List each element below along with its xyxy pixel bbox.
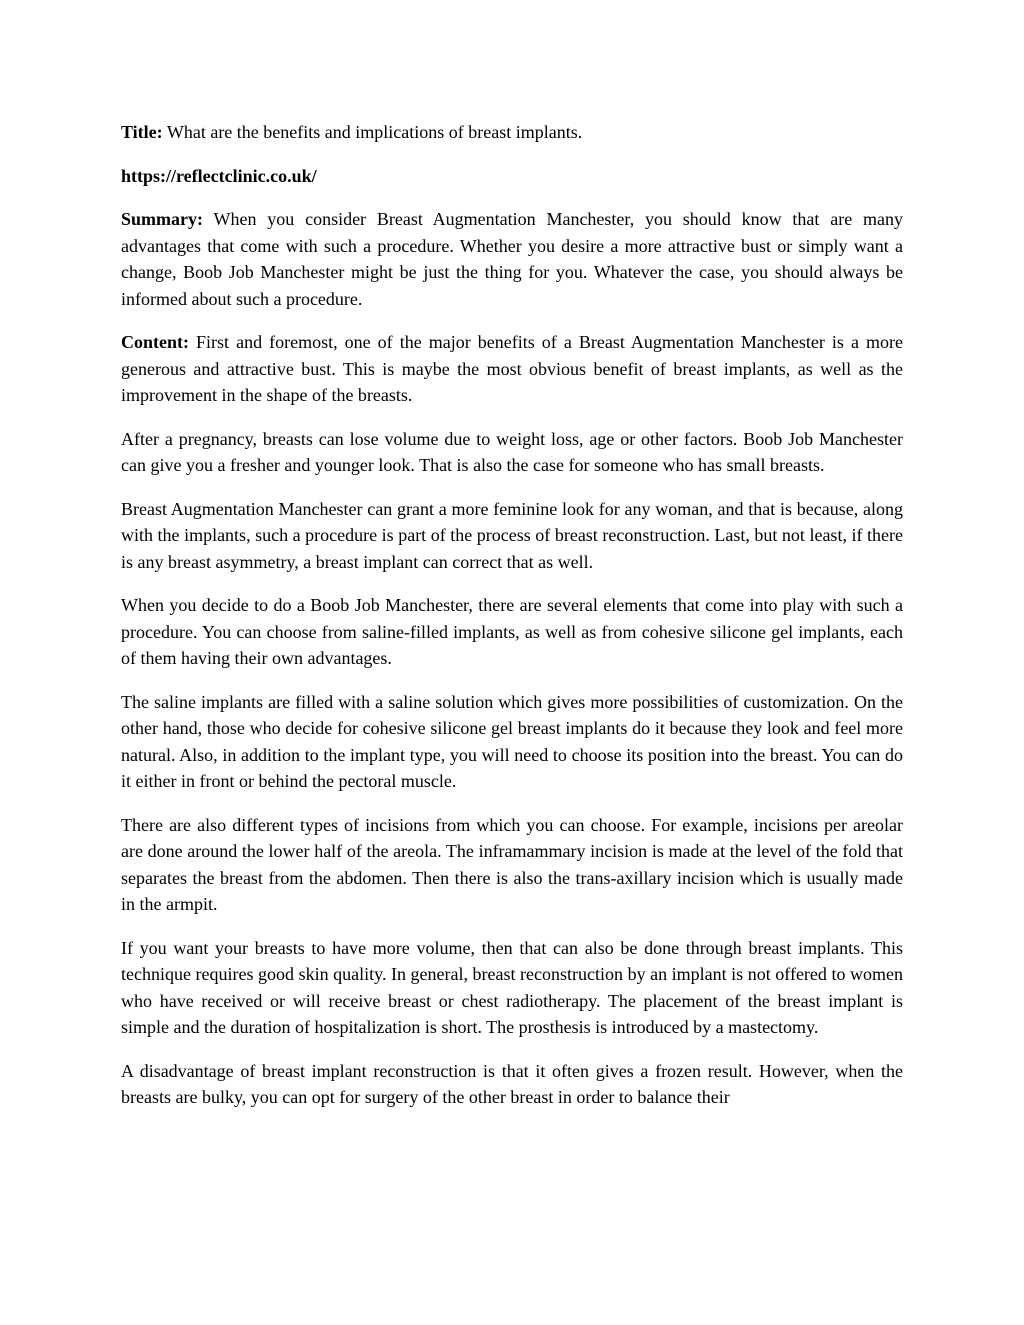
title-line [121,119,903,146]
body-paragraph-pregnancy: After a pregnancy, breasts can lose volume due to weight loss, age or other factors. Boob Job Manchester can give you a fresher and younger look. That is also the case for someone who has small breasts. [121,428,903,475]
body-paragraph-incisions: There are also different types of incisions from which you can choose. For example, incisions per areolar are done around the lower half of the areola. The inframammary incision is made at the level of the fold that separates the breast from the abdomen. Then there is also the trans-axillary incision which is usually made in the armpit. [121,814,903,914]
title-text: What are the benefits and implications of breast implants. [162,122,583,142]
body-paragraph-saline-implants: The saline implants are filled with a saline solution which gives more possibilities of customization. On the other hand, those who decide for cohesive silicone gel breast implants do it because they look and feel more natural. Also, in addition to the implant type, you will need to choose its position into the breast. You can do it either in front or behind the pectoral muscle. [121,691,903,791]
document-page [121,119,903,1179]
source-url: https://reflectclinic.co.uk/ [121,165,317,186]
summary-label: Summary: [121,209,203,229]
body-paragraph-volume: If you want your breasts to have more volume, then that can also be done through breast implants. This technique requires good skin quality. In general, breast reconstruction by an implant is not offered to women who have received or will receive breast or chest radiotherapy. The placement of the breast implant is simple and the duration of hospitalization is short. The prosthesis is introduced by a mastectomy. [121,937,903,1037]
body-paragraph-implant-choice: When you decide to do a Boob Job Manchester, there are several elements that come into play with such a procedure. You can choose from saline-filled implants, as well as from cohesive silicone gel implants, each of them having their own advantages. [121,595,903,668]
content-text: First and foremost, one of the major benefits of a Breast Augmentation Manchester is a more generous and attractive bust. This is maybe the most obvious benefit of breast implants, as well as the improvement in the shape of the breasts. [121,332,903,405]
content-paragraph [121,329,903,409]
summary-text: When you consider Breast Augmentation Manchester, you should know that are many advantages that come with such a procedure. Whether you desire a more attractive bust or simply want a change, Boob Job Manchester might be just the thing for you. Whatever the case, you should always be informed about such a procedure. [121,209,903,309]
title-label: Title: [121,122,163,142]
body-paragraph-disadvantage: A disadvantage of breast implant reconstruction is that it often gives a frozen result. However, when the breasts are bulky, you can opt for surgery of the other breast in order to balance their [121,1060,903,1107]
summary-paragraph [121,206,903,312]
body-paragraph-feminine-look: Breast Augmentation Manchester can grant a more feminine look for any woman, and that is because, along with the implants, such a procedure is part of the process of breast reconstruction. Last, but not least, if there is any breast asymmetry, a breast implant can correct that as well. [121,498,903,572]
content-label: Content: [121,332,189,352]
